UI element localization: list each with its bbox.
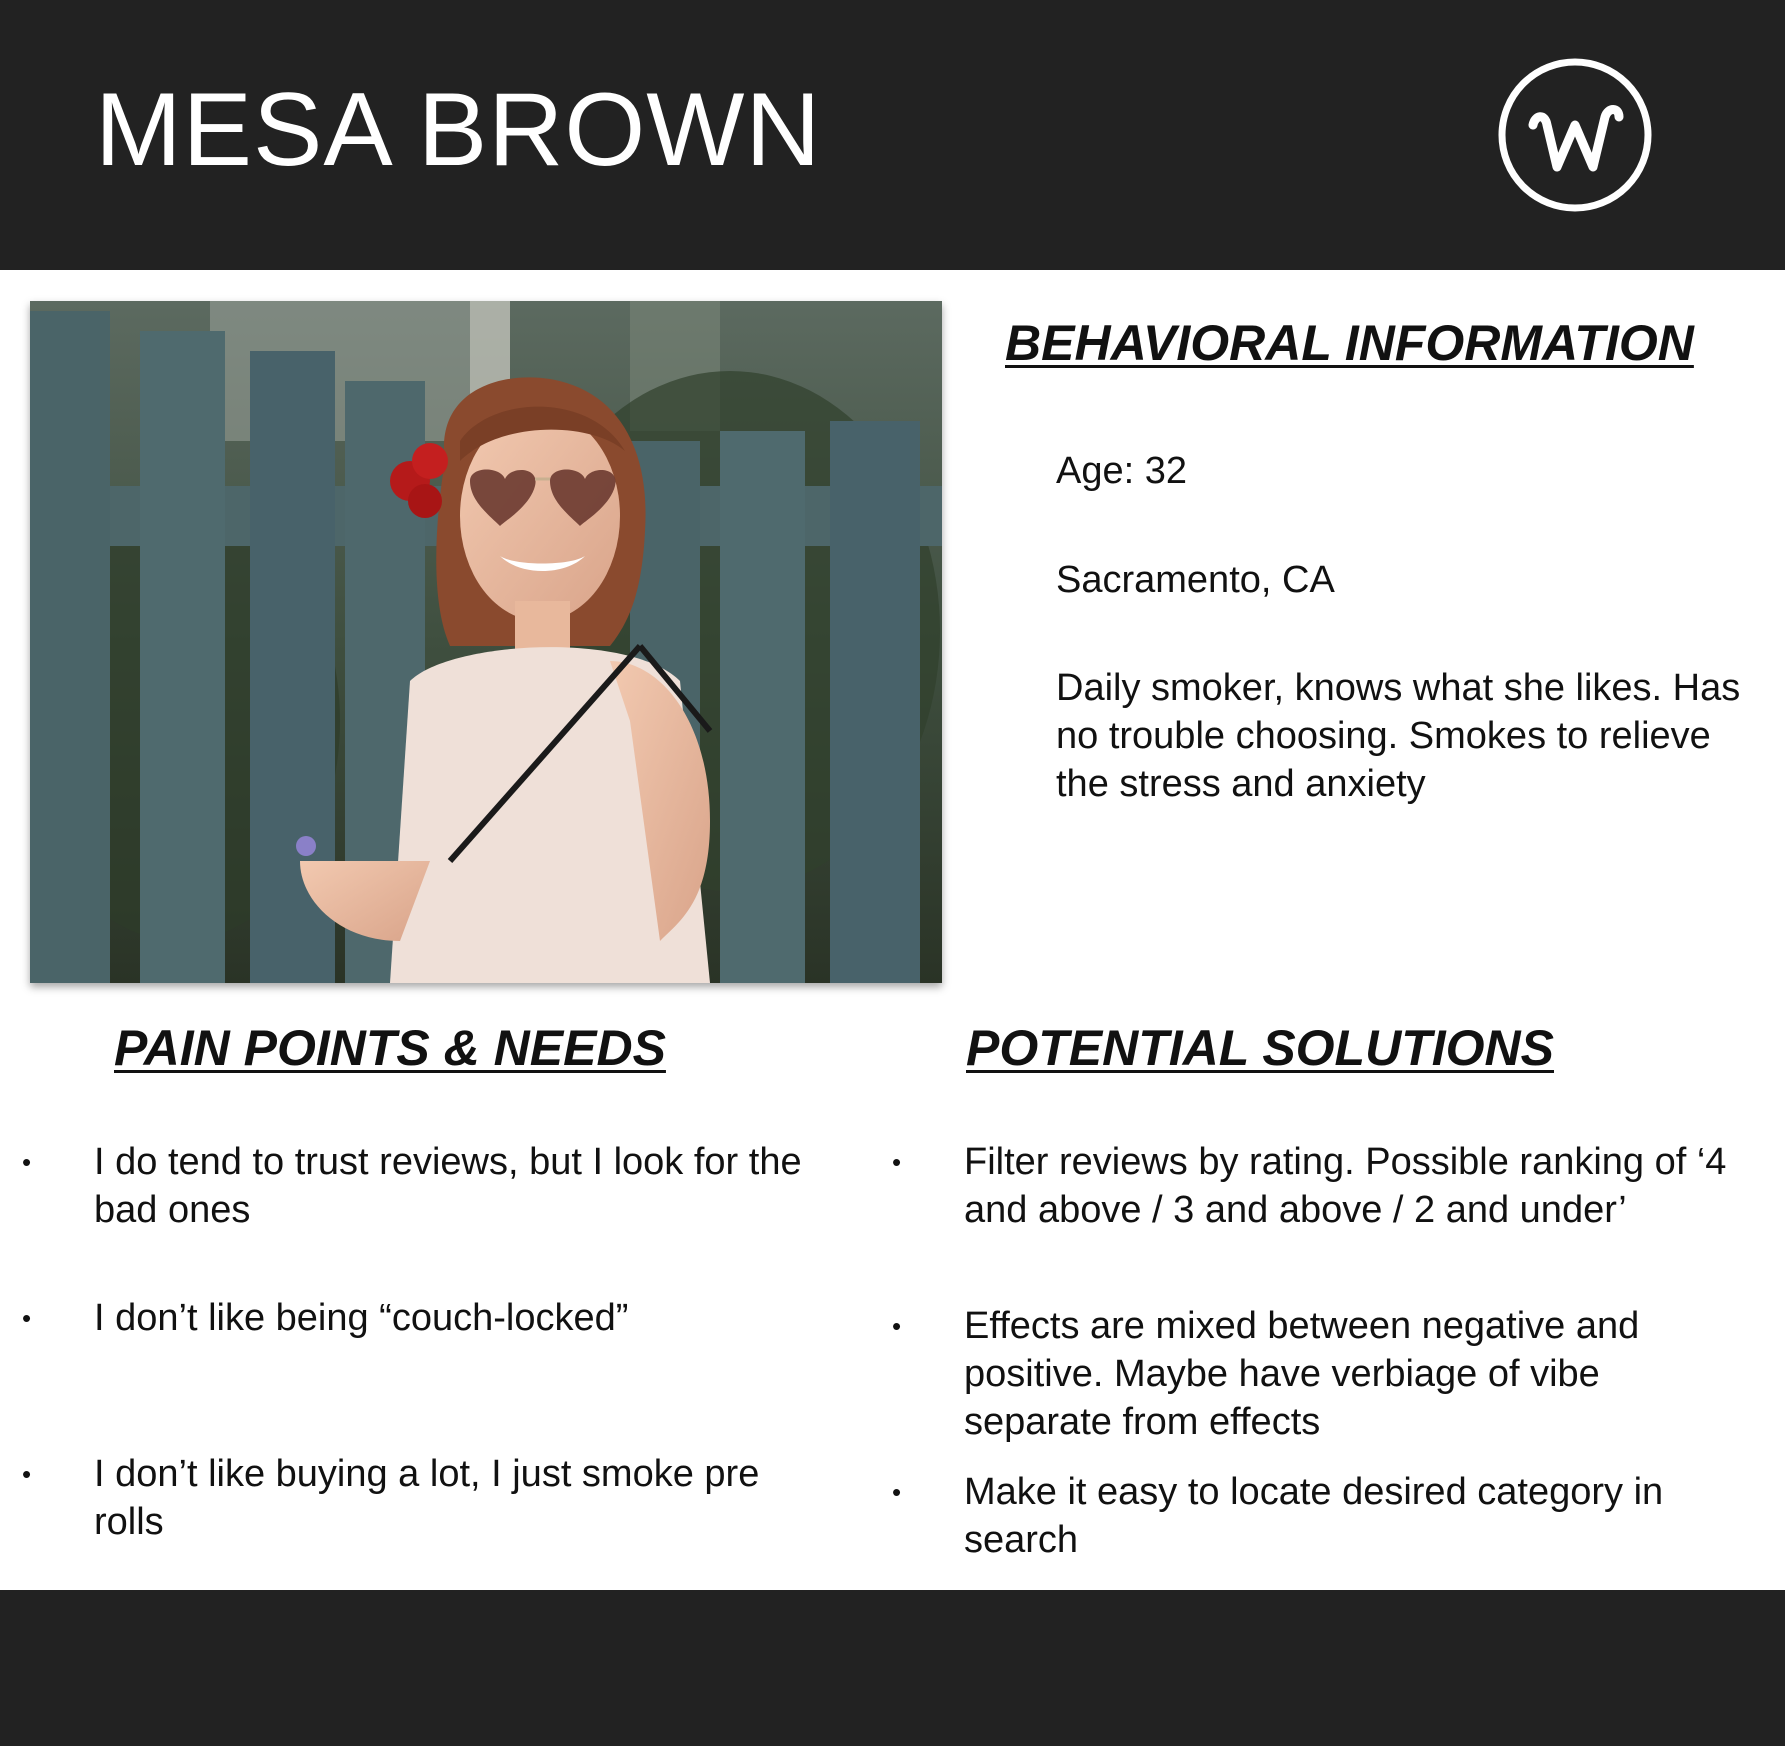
pain-point-text: I do tend to trust reviews, but I look for the bad ones — [94, 1141, 802, 1231]
solution-text: Filter reviews by rating. Possible ranking of ‘4 and above / 3 and above / 2 and under’ — [964, 1141, 1727, 1231]
pain-point-text: I don’t like being “couch-locked” — [94, 1297, 629, 1339]
solution-text: Make it easy to locate desired category in search — [964, 1471, 1664, 1561]
bullet-icon: • — [22, 1147, 32, 1177]
pain-points-heading: PAIN POINTS & NEEDS — [114, 1020, 666, 1076]
bullet-icon: • — [22, 1459, 32, 1489]
persona-age: Age: 32 — [1056, 450, 1187, 492]
persona-name: MESA BROWN — [95, 72, 822, 188]
bullet-icon: • — [892, 1311, 902, 1341]
bullet-icon: • — [892, 1147, 902, 1177]
persona-photo-image — [30, 301, 942, 983]
pain-point-text: I don’t like buying a lot, I just smoke pre rolls — [94, 1453, 760, 1543]
persona-photo — [30, 301, 942, 983]
header-bar — [0, 0, 1785, 270]
solutions-heading: POTENTIAL SOLUTIONS — [966, 1020, 1554, 1076]
persona-description: Daily smoker, knows what she likes. Has no trouble choosing. Smokes to relieve the stress and anxiety — [1056, 667, 1741, 805]
bullet-icon: • — [22, 1303, 32, 1333]
persona-location: Sacramento, CA — [1056, 559, 1335, 601]
solution-text: Effects are mixed between negative and positive. Maybe have verbiage of vibe separate from effects — [964, 1305, 1640, 1443]
bullet-icon: • — [892, 1477, 902, 1507]
footer-bar — [0, 1590, 1785, 1746]
behavioral-heading: BEHAVIORAL INFORMATION — [1005, 315, 1694, 371]
logo — [1495, 55, 1655, 215]
w-logo-icon — [1495, 55, 1655, 215]
